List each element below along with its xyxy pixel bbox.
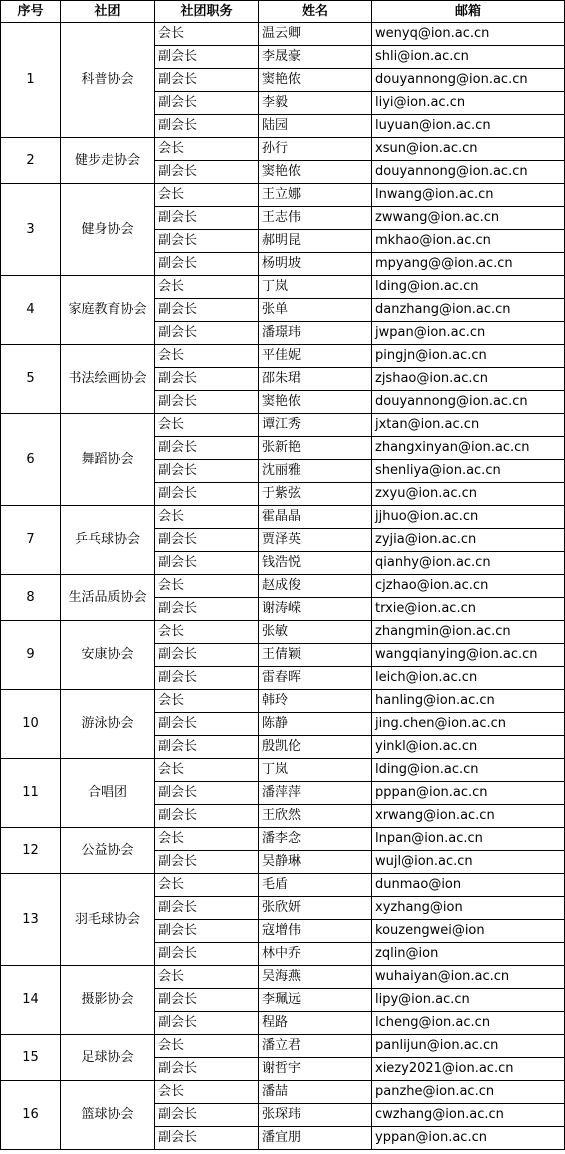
member-role: 副会长 <box>155 437 259 460</box>
member-email: leich@ion.ac.cn <box>372 667 565 690</box>
member-email: yppan@ion.ac.cn <box>372 1127 565 1150</box>
member-email: liyi@ion.ac.cn <box>372 92 565 115</box>
member-role: 副会长 <box>155 1104 259 1127</box>
member-email: xsun@ion.ac.cn <box>372 138 565 161</box>
table-row <box>1 414 565 437</box>
club-name: 书法绘画协会 <box>61 345 155 414</box>
member-role: 副会长 <box>155 322 259 345</box>
member-role: 会长 <box>155 759 259 782</box>
member-name: 张欣妍 <box>259 897 372 920</box>
member-name: 毛盾 <box>259 874 372 897</box>
member-name: 程路 <box>259 1012 372 1035</box>
member-email: jing.chen@ion.ac.cn <box>372 713 565 736</box>
member-email: mkhao@ion.ac.cn <box>372 230 565 253</box>
table-row <box>1 874 565 897</box>
member-name: 吴海燕 <box>259 966 372 989</box>
member-email: wangqianying@ion.ac.cn <box>372 644 565 667</box>
member-name: 王欣然 <box>259 805 372 828</box>
member-name: 郝明昆 <box>259 230 372 253</box>
member-email: zxyu@ion.ac.cn <box>372 483 565 506</box>
member-name: 陆园 <box>259 115 372 138</box>
member-name: 窦艳侬 <box>259 391 372 414</box>
member-email: xrwang@ion.ac.cn <box>372 805 565 828</box>
club-name: 舞蹈协会 <box>61 414 155 506</box>
member-email: lding@ion.ac.cn <box>372 276 565 299</box>
member-role: 会长 <box>155 138 259 161</box>
table-row <box>1 345 565 368</box>
header-club: 社团 <box>61 1 155 23</box>
group-number: 16 <box>1 1081 61 1150</box>
member-email: xyzhang@ion <box>372 897 565 920</box>
member-role: 会长 <box>155 345 259 368</box>
member-role: 副会长 <box>155 299 259 322</box>
table-row <box>1 1035 565 1058</box>
member-role: 副会长 <box>155 897 259 920</box>
member-name: 孙行 <box>259 138 372 161</box>
member-role: 会长 <box>155 828 259 851</box>
group-number: 5 <box>1 345 61 414</box>
member-role: 副会长 <box>155 161 259 184</box>
member-role: 副会长 <box>155 989 259 1012</box>
member-role: 副会长 <box>155 230 259 253</box>
header-email: 邮箱 <box>372 1 565 23</box>
group-number: 8 <box>1 575 61 621</box>
member-role: 副会长 <box>155 253 259 276</box>
member-name: 沈丽雅 <box>259 460 372 483</box>
table-row <box>1 575 565 598</box>
member-role: 会长 <box>155 1081 259 1104</box>
member-role: 副会长 <box>155 529 259 552</box>
member-email: zhangmin@ion.ac.cn <box>372 621 565 644</box>
member-name: 吴静琳 <box>259 851 372 874</box>
member-role: 会长 <box>155 874 259 897</box>
member-role: 副会长 <box>155 667 259 690</box>
club-name: 生活品质协会 <box>61 575 155 621</box>
member-email: jwpan@ion.ac.cn <box>372 322 565 345</box>
member-email: lcheng@ion.ac.cn <box>372 1012 565 1035</box>
member-name: 谢哲宇 <box>259 1058 372 1081</box>
member-role: 副会长 <box>155 46 259 69</box>
member-email: jxtan@ion.ac.cn <box>372 414 565 437</box>
club-name: 家庭教育协会 <box>61 276 155 345</box>
member-email: lding@ion.ac.cn <box>372 759 565 782</box>
member-name: 李晟豪 <box>259 46 372 69</box>
member-role: 会长 <box>155 506 259 529</box>
member-role: 会长 <box>155 1035 259 1058</box>
table-row <box>1 759 565 782</box>
member-email: douyannong@ion.ac.cn <box>372 161 565 184</box>
club-name: 健步走协会 <box>61 138 155 184</box>
header-no: 序号 <box>1 1 61 23</box>
member-role: 副会长 <box>155 805 259 828</box>
member-email: wujl@ion.ac.cn <box>372 851 565 874</box>
member-name: 潘立君 <box>259 1035 372 1058</box>
member-name: 林中乔 <box>259 943 372 966</box>
member-name: 雷春晖 <box>259 667 372 690</box>
member-email: hanling@ion.ac.cn <box>372 690 565 713</box>
member-name: 钱浩悦 <box>259 552 372 575</box>
member-email: dunmao@ion <box>372 874 565 897</box>
member-name: 谢涛嵘 <box>259 598 372 621</box>
member-name: 陈静 <box>259 713 372 736</box>
member-email: kouzengwei@ion <box>372 920 565 943</box>
member-role: 副会长 <box>155 851 259 874</box>
member-name: 丁岚 <box>259 276 372 299</box>
member-role: 副会长 <box>155 552 259 575</box>
member-role: 副会长 <box>155 69 259 92</box>
member-email: lnwang@ion.ac.cn <box>372 184 565 207</box>
group-number: 1 <box>1 23 61 138</box>
member-name: 潘宜朋 <box>259 1127 372 1150</box>
table-row <box>1 621 565 644</box>
member-email: wenyq@ion.ac.cn <box>372 23 565 46</box>
member-role: 会长 <box>155 966 259 989</box>
member-name: 温云卿 <box>259 23 372 46</box>
member-role: 副会长 <box>155 1058 259 1081</box>
table-row <box>1 506 565 529</box>
member-role: 副会长 <box>155 943 259 966</box>
member-role: 副会长 <box>155 1127 259 1150</box>
table-row <box>1 276 565 299</box>
member-email: qianhy@ion.ac.cn <box>372 552 565 575</box>
member-name: 谭江秀 <box>259 414 372 437</box>
member-role: 副会长 <box>155 644 259 667</box>
member-role: 副会长 <box>155 368 259 391</box>
club-name: 足球协会 <box>61 1035 155 1081</box>
member-email: pingjn@ion.ac.cn <box>372 345 565 368</box>
table-row <box>1 184 565 207</box>
member-email: zjshao@ion.ac.cn <box>372 368 565 391</box>
club-name: 游泳协会 <box>61 690 155 759</box>
member-role: 副会长 <box>155 598 259 621</box>
member-email: xiezy2021@ion.ac.cn <box>372 1058 565 1081</box>
member-email: mpyang@@ion.ac.cn <box>372 253 565 276</box>
member-role: 副会长 <box>155 782 259 805</box>
member-email: shli@ion.ac.cn <box>372 46 565 69</box>
member-email: douyannong@ion.ac.cn <box>372 391 565 414</box>
member-name: 潘李念 <box>259 828 372 851</box>
club-name: 篮球协会 <box>61 1081 155 1150</box>
member-email: shenliya@ion.ac.cn <box>372 460 565 483</box>
group-number: 15 <box>1 1035 61 1081</box>
member-role: 会长 <box>155 23 259 46</box>
group-number: 3 <box>1 184 61 276</box>
member-email: pppan@ion.ac.cn <box>372 782 565 805</box>
group-number: 12 <box>1 828 61 874</box>
club-name: 乒乓球协会 <box>61 506 155 575</box>
member-role: 副会长 <box>155 207 259 230</box>
member-email: jjhuo@ion.ac.cn <box>372 506 565 529</box>
member-email: cjzhao@ion.ac.cn <box>372 575 565 598</box>
member-name: 潘璟玮 <box>259 322 372 345</box>
member-email: douyannong@ion.ac.cn <box>372 69 565 92</box>
member-email: lipy@ion.ac.cn <box>372 989 565 1012</box>
club-name: 科普协会 <box>61 23 155 138</box>
member-role: 副会长 <box>155 920 259 943</box>
member-role: 副会长 <box>155 460 259 483</box>
member-role: 副会长 <box>155 92 259 115</box>
member-email: wuhaiyan@ion.ac.cn <box>372 966 565 989</box>
table-row <box>1 966 565 989</box>
group-number: 11 <box>1 759 61 828</box>
club-name: 合唱团 <box>61 759 155 828</box>
table-body <box>1 23 565 1150</box>
member-name: 张琛玮 <box>259 1104 372 1127</box>
member-name: 张新艳 <box>259 437 372 460</box>
member-email: cwzhang@ion.ac.cn <box>372 1104 565 1127</box>
member-email: luyuan@ion.ac.cn <box>372 115 565 138</box>
member-name: 邵朱珺 <box>259 368 372 391</box>
member-name: 潘萍萍 <box>259 782 372 805</box>
member-name: 韩玲 <box>259 690 372 713</box>
member-role: 会长 <box>155 621 259 644</box>
table-row <box>1 138 565 161</box>
member-name: 王志伟 <box>259 207 372 230</box>
group-number: 13 <box>1 874 61 966</box>
member-email: zqlin@ion <box>372 943 565 966</box>
member-name: 张敏 <box>259 621 372 644</box>
member-name: 窦艳侬 <box>259 161 372 184</box>
member-role: 副会长 <box>155 115 259 138</box>
member-email: yinkl@ion.ac.cn <box>372 736 565 759</box>
table-row <box>1 23 565 46</box>
member-name: 张单 <box>259 299 372 322</box>
group-number: 4 <box>1 276 61 345</box>
member-email: lnpan@ion.ac.cn <box>372 828 565 851</box>
club-name: 公益协会 <box>61 828 155 874</box>
member-email: zwwang@ion.ac.cn <box>372 207 565 230</box>
member-role: 会长 <box>155 690 259 713</box>
member-name: 窦艳侬 <box>259 69 372 92</box>
member-name: 寇增伟 <box>259 920 372 943</box>
member-name: 李毅 <box>259 92 372 115</box>
member-email: zyjia@ion.ac.cn <box>372 529 565 552</box>
member-name: 赵成俊 <box>259 575 372 598</box>
group-number: 6 <box>1 414 61 506</box>
table-row <box>1 1081 565 1104</box>
member-name: 于紫弦 <box>259 483 372 506</box>
member-name: 霍晶晶 <box>259 506 372 529</box>
member-email: trxie@ion.ac.cn <box>372 598 565 621</box>
group-number: 14 <box>1 966 61 1035</box>
member-role: 会长 <box>155 575 259 598</box>
member-role: 副会长 <box>155 736 259 759</box>
member-name: 王立娜 <box>259 184 372 207</box>
club-name: 羽毛球协会 <box>61 874 155 966</box>
member-email: danzhang@ion.ac.cn <box>372 299 565 322</box>
member-email: zhangxinyan@ion.ac.cn <box>372 437 565 460</box>
member-name: 潘喆 <box>259 1081 372 1104</box>
header-name: 姓名 <box>259 1 372 23</box>
group-number: 2 <box>1 138 61 184</box>
member-role: 副会长 <box>155 713 259 736</box>
header-role: 社团职务 <box>155 1 259 23</box>
member-email: panzhe@ion.ac.cn <box>372 1081 565 1104</box>
group-number: 10 <box>1 690 61 759</box>
header-row <box>1 1 565 23</box>
member-name: 平佳妮 <box>259 345 372 368</box>
member-name: 殷凯伦 <box>259 736 372 759</box>
group-number: 9 <box>1 621 61 690</box>
member-name: 杨明坡 <box>259 253 372 276</box>
member-name: 贾泽英 <box>259 529 372 552</box>
member-email: panlijun@ion.ac.cn <box>372 1035 565 1058</box>
member-role: 会长 <box>155 184 259 207</box>
member-role: 副会长 <box>155 391 259 414</box>
club-name: 安康协会 <box>61 621 155 690</box>
member-role: 副会长 <box>155 483 259 506</box>
member-role: 副会长 <box>155 1012 259 1035</box>
member-name: 李珮远 <box>259 989 372 1012</box>
member-name: 王倩颖 <box>259 644 372 667</box>
member-role: 会长 <box>155 276 259 299</box>
member-role: 会长 <box>155 414 259 437</box>
club-name: 健身协会 <box>61 184 155 276</box>
club-name: 摄影协会 <box>61 966 155 1035</box>
group-number: 7 <box>1 506 61 575</box>
table-row <box>1 690 565 713</box>
member-name: 丁岚 <box>259 759 372 782</box>
table-row <box>1 828 565 851</box>
